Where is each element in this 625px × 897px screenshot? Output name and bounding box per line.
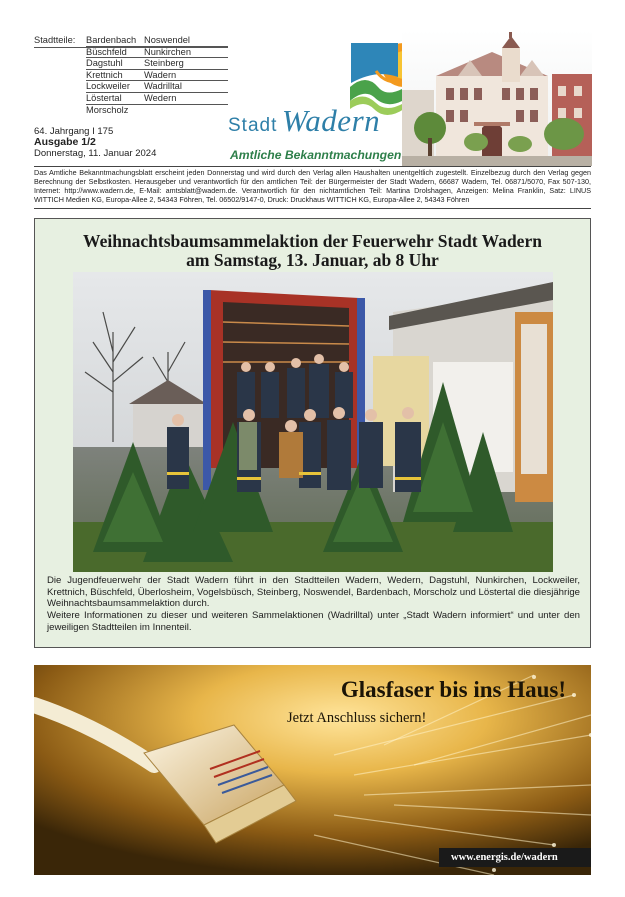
- ad-link[interactable]: www.energis.de/wadern: [439, 848, 591, 867]
- article-paragraph-1: Die Jugendfeuerwehr der Stadt Wadern führt in den Stadtteilen Wadern, Wedern, Dagstuhl, Nunkirchen, Lockweiler, Krettnich, Büschfeld, Überlosheim, Vogelsbüsch, Steinberg, Noswendel, Bardenbach, Morscholz und Löstertal die diesjährige Weihnachtsbaumsammelaktion durch.: [47, 575, 580, 610]
- district-name: Dagstuhl: [86, 58, 123, 69]
- article-paragraph-2: Weitere Informationen zu dieser und weiteren Sammelaktionen (Wadrilltal) unter „Stadt Wadern informiert“ und unter den jeweiligen Stadtteilen im Innenteil.: [47, 610, 580, 633]
- district-row: [86, 58, 228, 70]
- district-row: [86, 35, 228, 47]
- district-name: Noswendel: [144, 35, 190, 45]
- district-name: Lockweiler: [86, 81, 130, 92]
- imprint-divider: [34, 208, 591, 209]
- district-name: Nunkirchen: [144, 46, 192, 57]
- district-name: Wedern: [144, 92, 177, 103]
- district-name: Löstertal: [86, 92, 122, 103]
- town-wordmark: [228, 103, 380, 139]
- district-name: Wadern: [144, 69, 177, 80]
- district-name: Büschfeld: [86, 46, 127, 57]
- district-name: Steinberg: [144, 58, 184, 69]
- volume-number: 64. Jahrgang I 175: [34, 126, 114, 137]
- feature-article: [34, 218, 591, 648]
- ad-subline: Jetzt Anschluss sichern!: [287, 710, 427, 726]
- wordmark-wadern: Wadern: [281, 103, 381, 138]
- districts-label: Stadtteile:: [34, 35, 76, 45]
- youth-fire-brigade-photo: [73, 272, 553, 572]
- district-row: [86, 81, 228, 93]
- article-body: [47, 575, 580, 634]
- issue-date: Donnerstag, 11. Januar 2024: [34, 148, 157, 159]
- district-name: Wadrilltal: [144, 81, 182, 92]
- ad-headline: Glasfaser bis ins Haus!: [340, 677, 566, 702]
- article-title-line1: Weihnachtsbaumsammelaktion der Feuerwehr Stadt Wadern: [83, 231, 542, 251]
- issue-info: [34, 126, 156, 159]
- district-row: [86, 93, 228, 105]
- header-divider: [34, 166, 591, 167]
- district-row: [86, 47, 228, 59]
- district-name: Krettnich: [86, 69, 123, 80]
- district-name: Bardenbach: [86, 35, 137, 45]
- fiber-advertisement: [34, 665, 591, 875]
- district-row: [86, 105, 228, 117]
- imprint-text: Das Amtliche Bekanntmachungsblatt erscheint jeden Donnerstag und wird durch den Verlag allen Haushalten unentgeltlich zugestellt. Einzelbezug durch den Verlag gegen Berechnung der Selbstkosten. Herausgeber und verantwortlich für den amtlichen Teil: der Bürgermeister der Stadt Wadern, 66687 Wadern, Tel. 06871/5070, Fax 507-130, Internet: http://www.wadern.de, E-Mail: amtsblatt@wadern.de. Verantwortlich für den nichtamtlichen Teil: Martina Drolshagen, Anzeigen: Melina Franklin, Satz: LINUS WITTICH Medien KG, Europa-Allee 2, 54343 Föhren, Tel. 06502/9147-0, Druck: Druckhaus WITTICH KG, Europa-Allee 2, 54343 Föhren: [34, 168, 591, 205]
- district-name: Morscholz: [86, 104, 129, 115]
- districts-rule: [34, 47, 228, 48]
- town-hall-photo: [402, 30, 592, 166]
- wordmark-stadt: Stadt: [228, 115, 278, 136]
- district-row: [86, 70, 228, 82]
- article-title-line2: am Samstag, 13. Januar, ab 8 Uhr: [186, 250, 439, 270]
- tagline: Amtliche Bekanntmachungen: [230, 148, 402, 162]
- district-name: [144, 105, 196, 117]
- edition-number: Ausgabe 1/2: [34, 136, 96, 148]
